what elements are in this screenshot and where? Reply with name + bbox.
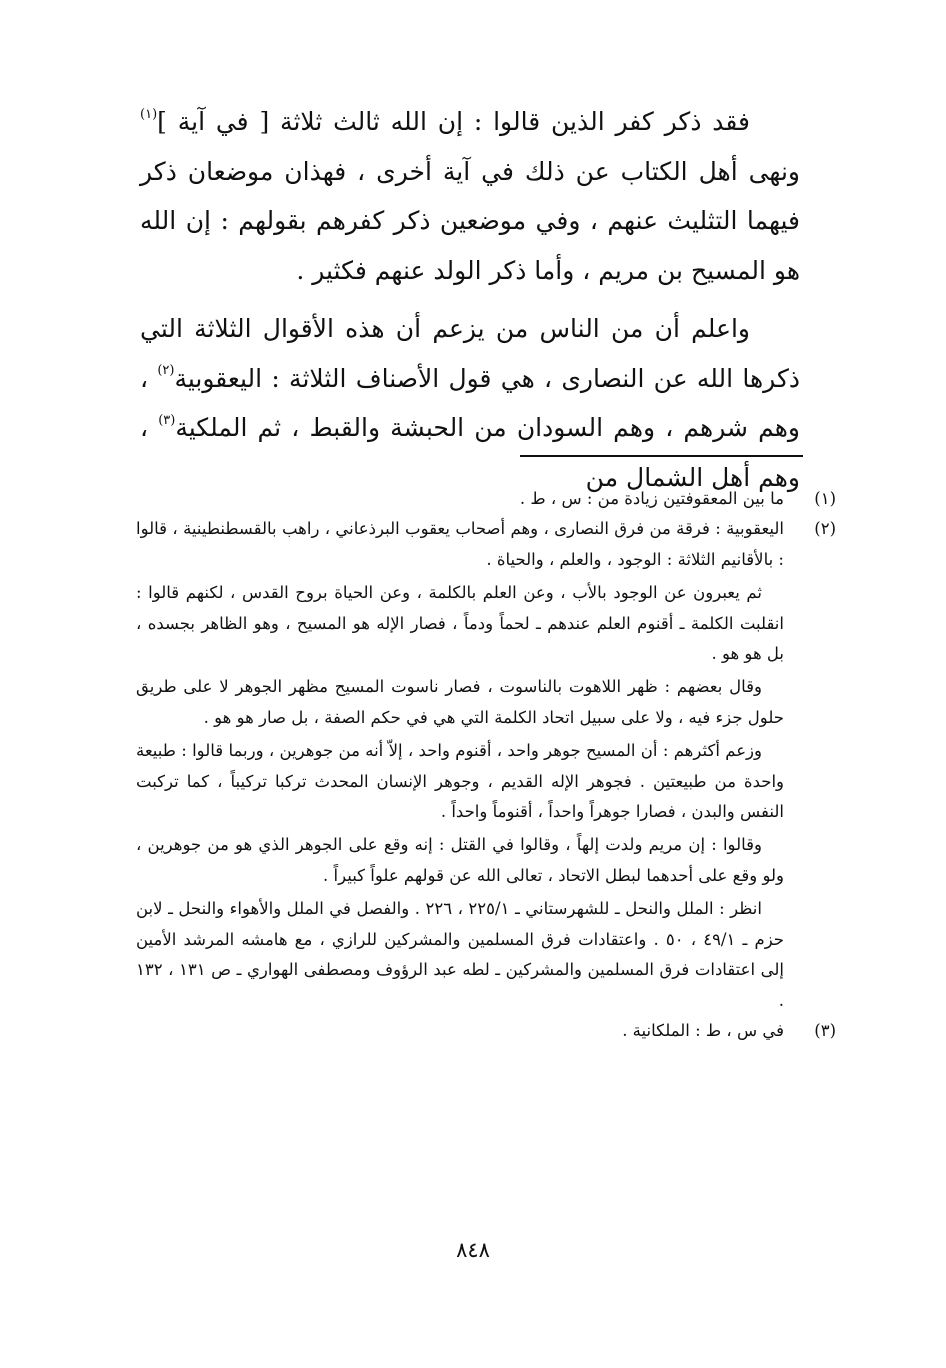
page-number: ٨٤٨ xyxy=(456,1238,490,1262)
footnote-2-para-6: انظر : الملل والنحل ـ للشهرستاني ـ ٢٢٥/١ ، ٢٢٦ . والفصل في الملل والأهواء والنحل ـ لابن حزم ـ ٤٩/١ ، ٥٠ . واعتقادات فرق المسلمين والمشركين للرازي ، مع هامشه المرشد الأمين إلى اعتقادات فرق المسلمين والمشركين ـ لطه عبد الرؤوف ومصطفى الهواري ـ ص ١٣١ ، ١٣٢ . xyxy=(136,899,785,1010)
footnote-2-para-3: وقال بعضهم : ظهر اللاهوت بالناسوت ، فصار ناسوت المسيح مظهر الجوهر لا على طريق حلول جزء فيه ، ولا على سبيل اتحاد الكلمة التي هي في حكم الصفة ، بل صار هو هو . xyxy=(136,677,784,727)
footnote-ref-2: (٢) xyxy=(157,363,175,379)
footnote-1 xyxy=(136,484,836,514)
footnote-2-number: (٢) xyxy=(814,519,836,539)
paragraph-2-part-3: ، وهم أهل الشمال من xyxy=(140,413,800,492)
footnote-2-para-4: وزعم أكثرهم : أن المسيح جوهر واحد ، أقنوم واحد ، إلاّ أنه من جوهرين ، وربما قالوا : طبيعة واحدة من طبيعتين . فجوهر الإله القديم ، وجوهر الإنسان المحدث تركبا تركيباً ، كما تركبت النفس والبدن ، فصارا جوهراً واحداً ، أقنوماً واحداً . xyxy=(136,741,784,822)
footnote-1-text: ما بين المعقوفتين زيادة من : س ، ط . xyxy=(519,489,784,508)
footnote-2-para-1: اليعقوبية : فرقة من فرق النصارى ، وهم أصحاب يعقوب البرذعاني ، راهب بالقسطنطينية ، قالوا : بالأقانيم الثلاثة : الوجود ، والعلم ، والحياة . xyxy=(136,519,784,569)
footnote-3 xyxy=(136,1016,836,1046)
footnote-ref-1: (١) xyxy=(140,106,158,122)
paragraph-2-part-2: ، وهم شرهم ، وهم السودان من الحبشة والقبط ، ثم الملكية xyxy=(140,363,801,442)
paragraph-1 xyxy=(140,97,800,295)
paragraph-2-part-1: واعلم أن من الناس من يزعم أن هذه الأقوال الثلاثة التي ذكرها الله عن النصارى ، هي قول الأصناف الثلاثة : اليعقوبية xyxy=(140,314,800,393)
footnote-2-para-5: وقالوا : إن مريم ولدت إلهاً ، وقالوا في القتل : إنه وقع على الجوهر الذي هو من جوهرين ، ولو وقع على أحدهما لبطل الاتحاد ، تعالى الله عن قولهم علواً كبيراً . xyxy=(136,835,784,885)
paragraph-1-part-2: ونهى أهل الكتاب عن ذلك في آية أخرى ، فهذان موضعان ذكر فيهما التثليث عنهم ، وفي موضعين ذكر كفرهم بقولهم : إن الله هو المسيح بن مريم ، وأما ذكر الولد عنهم فكثير . xyxy=(140,156,800,285)
footnote-3-number: (٣) xyxy=(814,1020,836,1040)
footnote-2-para-2: ثم يعبرون عن الوجود بالأب ، وعن العلم بالكلمة ، وعن الحياة بروح القدس ، لكنهم قالوا : انقلبت الكلمة ـ أقنوم العلم عندهم ـ لحماً ودماً ، فصار الإله هو المسيح ، وهو الظاهر بجسده ، بل هو هو . xyxy=(136,583,784,664)
footnote-3-text: في س ، ط : الملكانية . xyxy=(622,1020,784,1040)
footnotes xyxy=(136,484,836,1046)
paragraph-1-part-1: فقد ذكر كفر الذين قالوا : إن الله ثالث ثلاثة [ في آية ] xyxy=(157,107,750,136)
footnote-separator xyxy=(520,455,803,457)
footnote-ref-3: (٣) xyxy=(158,412,176,428)
footnote-2 xyxy=(136,514,836,1016)
footnote-1-number: (١) xyxy=(814,489,836,508)
main-text xyxy=(140,97,800,502)
paragraph-2 xyxy=(140,304,800,502)
